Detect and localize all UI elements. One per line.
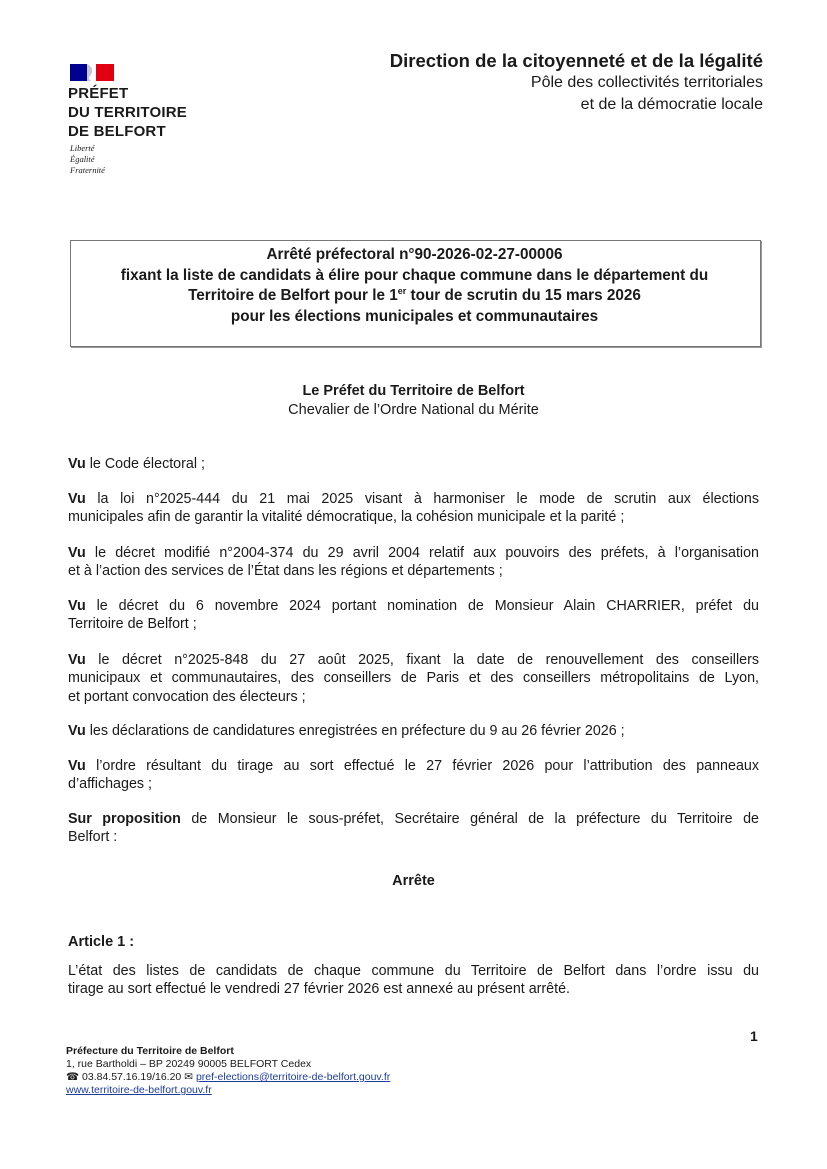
footer-email-link[interactable]: pref-elections@territoire-de-belfort.gouv.fr [195, 1071, 391, 1083]
prefet-logo-text [68, 84, 187, 141]
visa-text: l’ordre résultant du tirage au sort effectué le 27 février 2026 pour l’attribution des panneaux [96, 758, 759, 774]
pole-line-1: Pôle des collectivités territoriales [530, 74, 763, 91]
visa-1 [68, 455, 759, 473]
marianne-flag-logo [70, 64, 114, 81]
page-number: 1 [750, 1028, 758, 1044]
title-line-1: Arrêté préfectoral n°90-2026-02-27-00006 [266, 246, 563, 263]
visa-text: le décret n°2025-848 du 27 août 2025, fixant la date de renouvellement des conseillers [98, 652, 759, 668]
visa-text: la loi n°2025-444 du 21 mai 2025 visant à harmoniser le mode de scrutin aux élections [97, 491, 759, 507]
prefet-name: Le Préfet du Territoire de Belfort [302, 383, 525, 399]
visa-lead: Sur proposition [68, 811, 181, 827]
visa-lead: Vu [68, 723, 86, 739]
pole-subtitle [531, 72, 763, 116]
devise-egalite: Égalité [70, 154, 95, 164]
visa-text: le décret modifié n°2004-374 du 29 avril 2004 relatif aux pouvoirs des préfets, à l’organisation [94, 545, 759, 561]
visa-7 [68, 757, 759, 794]
visa-text: le décret du 6 novembre 2024 portant nomination de Monsieur Alain CHARRIER, préfet du [96, 598, 759, 614]
article-1-title: Article 1 : [68, 934, 135, 950]
visa-text: municipales afin de garantir la vitalité démocratique, la cohésion municipale et la parité ; [68, 509, 625, 526]
article-1-line-1: L’état des listes de candidats de chaque commune du Territoire de Belfort dans l’ordre issu du [68, 963, 759, 979]
article-1-body [68, 962, 759, 999]
visa-lead: Vu [68, 598, 86, 614]
footer-contact [66, 1071, 390, 1084]
title-line-3-sup: er [397, 285, 407, 296]
footer [66, 1045, 390, 1097]
visa-lead: Vu [68, 456, 86, 472]
visa-text: d’affichages ; [68, 776, 152, 793]
pole-line-2: et de la démocratie locale [580, 96, 763, 113]
prefet-honor: Chevalier de l’Ordre National du Mérite [288, 402, 539, 418]
visa-lead: Vu [68, 652, 86, 668]
direction-title: Direction de la citoyenneté et de la légalité [389, 50, 763, 71]
phone-icon: ☎ [66, 1071, 80, 1083]
visa-2 [68, 490, 759, 527]
title-line-3-post: tour de scrutin du 15 mars 2026 [406, 287, 641, 304]
visa-text: de Monsieur le sous-préfet, Secrétaire général de la préfecture du Territoire de [191, 811, 759, 827]
visa-3 [68, 544, 759, 581]
title-line-3 [70, 286, 759, 307]
visa-lead: Vu [68, 491, 86, 507]
mail-icon: ✉ [184, 1071, 194, 1083]
logo-line-1: PRÉFET [68, 85, 129, 102]
arrete-heading: Arrête [392, 873, 435, 889]
visa-4 [68, 597, 759, 634]
title-line-2: fixant la liste de candidats à élire pour chaque commune dans le département du [120, 266, 709, 284]
title-line-4: pour les élections municipales et communautaires [230, 307, 599, 325]
prefet-heading [0, 382, 827, 420]
visa-text: et à l’action des services de l’État dans les régions et départements ; [68, 563, 503, 580]
visa-5 [68, 651, 759, 706]
visa-text: Territoire de Belfort ; [68, 616, 197, 633]
logo-line-3: DE BELFORT [68, 123, 166, 140]
footer-address: 1, rue Bartholdi – BP 20249 90005 BELFORT Cedex [66, 1058, 312, 1070]
visa-6 [68, 722, 759, 740]
visa-text: le Code électoral ; [89, 456, 205, 472]
logo-line-2: DU TERRITOIRE [68, 104, 187, 121]
visa-lead: Vu [68, 545, 86, 561]
article-1-line-2: tirage au sort effectué le vendredi 27 février 2026 est annexé au présent arrêté. [68, 981, 571, 998]
visa-text: Belfort : [68, 829, 118, 846]
devise-fraternite: Fraternité [70, 165, 105, 175]
devise-republicaine [70, 143, 105, 176]
visa-text: et portant convocation des électeurs ; [68, 688, 306, 705]
arrete-title [70, 245, 759, 327]
title-line-3-pre: Territoire de Belfort pour le 1 [188, 287, 398, 304]
visa-text: municipaux et communautaires, des conseillers de Paris et des conseillers métropolitains de Lyon, [68, 670, 759, 687]
footer-website-link[interactable]: www.territoire-de-belfort.gouv.fr [66, 1084, 212, 1096]
visa-proposition [68, 810, 759, 847]
devise-liberte: Liberté [70, 143, 95, 153]
visa-lead: Vu [68, 758, 86, 774]
footer-phone: 03.84.57.16.19/16.20 [82, 1071, 182, 1083]
footer-org: Préfecture du Territoire de Belfort [66, 1045, 234, 1057]
visa-text: les déclarations de candidatures enregistrées en préfecture du 9 au 26 février 2026 ; [89, 723, 625, 739]
